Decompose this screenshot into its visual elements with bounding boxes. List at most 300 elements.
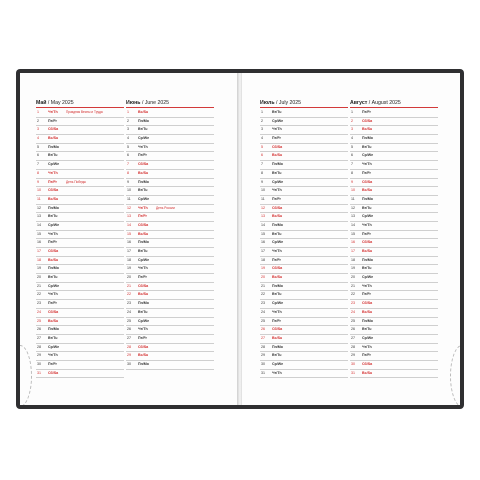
- weekday-label: Пн/Mo: [138, 361, 149, 366]
- day-row: [260, 170, 348, 179]
- weekday-label: Ср/We: [48, 344, 60, 349]
- weekday-label: Чт/Th: [272, 309, 282, 314]
- day-row: [350, 109, 438, 118]
- day-row: [260, 309, 348, 318]
- day-number: 11: [37, 196, 41, 201]
- weekday-label: Пн/Mo: [48, 327, 59, 332]
- day-row: [260, 361, 348, 370]
- day-number: 20: [127, 275, 131, 280]
- day-row: [350, 231, 438, 240]
- day-row: [350, 274, 438, 283]
- day-number: 28: [351, 344, 355, 349]
- weekday-label: Вс/Su: [48, 136, 59, 141]
- month-subtitle: / June 2025: [141, 100, 170, 106]
- day-row: [36, 231, 124, 240]
- weekday-label: Сб/Sa: [138, 222, 149, 227]
- weekday-label: Ср/We: [272, 301, 284, 306]
- page-corner-curl: [450, 345, 460, 405]
- day-row: [260, 335, 348, 344]
- day-row: [350, 126, 438, 135]
- day-row: [260, 265, 348, 274]
- day-number: 29: [127, 353, 131, 358]
- weekday-label: Чт/Th: [48, 110, 58, 114]
- day-row: [126, 222, 214, 231]
- day-number: 12: [37, 205, 41, 210]
- day-number: 9: [261, 179, 263, 184]
- day-row: [126, 152, 214, 161]
- day-number: 6: [37, 153, 39, 158]
- weekday-label: Сб/Sa: [362, 301, 373, 306]
- day-number: 25: [37, 318, 41, 323]
- weekday-label: Ср/We: [362, 214, 374, 219]
- weekday-label: Вт/Tu: [138, 309, 148, 314]
- weekday-label: Чт/Th: [138, 144, 148, 149]
- weekday-label: Ср/We: [362, 275, 374, 280]
- day-number: 13: [127, 214, 131, 219]
- day-row: [260, 370, 348, 379]
- holiday-label: День Победы: [66, 179, 86, 184]
- weekday-label: Вт/Tu: [362, 327, 372, 332]
- weekday-label: Пн/Mo: [272, 222, 283, 227]
- day-row: [126, 187, 214, 196]
- left-page: [20, 73, 238, 405]
- weekday-label: Пн/Mo: [362, 196, 373, 201]
- weekday-label: Пт/Fr: [362, 110, 371, 114]
- weekday-label: Чт/Th: [138, 327, 148, 332]
- day-number: 7: [37, 162, 39, 167]
- day-row: [350, 248, 438, 257]
- day-row: [350, 187, 438, 196]
- day-row: [260, 222, 348, 231]
- weekday-label: Ср/We: [362, 335, 374, 340]
- day-number: 23: [351, 301, 355, 306]
- month-name: Май: [36, 100, 47, 106]
- weekday-label: Ср/We: [272, 179, 284, 184]
- day-row: [36, 187, 124, 196]
- day-number: 15: [261, 231, 265, 236]
- day-number: 2: [351, 118, 353, 123]
- day-row: [350, 205, 438, 214]
- weekday-label: Чт/Th: [48, 231, 58, 236]
- day-row: [260, 118, 348, 127]
- weekday-label: Вс/Su: [272, 153, 283, 158]
- day-number: 8: [37, 170, 39, 175]
- day-row: [36, 318, 124, 327]
- weekday-label: Чт/Th: [362, 344, 372, 349]
- weekday-label: Вт/Tu: [272, 231, 282, 236]
- weekday-label: Сб/Sa: [48, 127, 59, 132]
- day-number: 22: [351, 292, 355, 297]
- weekday-label: Вс/Su: [138, 170, 149, 175]
- day-number: 13: [261, 214, 265, 219]
- day-row: [36, 213, 124, 222]
- weekday-label: Пт/Fr: [48, 361, 57, 366]
- day-row: [260, 187, 348, 196]
- day-row: [350, 118, 438, 127]
- day-number: 21: [37, 283, 41, 288]
- weekday-label: Ср/We: [138, 136, 150, 141]
- weekday-label: Пт/Fr: [138, 214, 147, 219]
- day-row: [36, 239, 124, 248]
- weekday-label: Сб/Sa: [138, 344, 149, 349]
- day-number: 7: [261, 162, 263, 167]
- weekday-label: Сб/Sa: [272, 327, 283, 332]
- day-row: [126, 291, 214, 300]
- weekday-label: Ср/We: [48, 162, 60, 167]
- day-row: [36, 170, 124, 179]
- day-number: 27: [37, 335, 41, 340]
- day-number: 1: [261, 110, 263, 114]
- day-number: 6: [261, 153, 263, 158]
- weekday-label: Ср/We: [138, 318, 150, 323]
- weekday-label: Пн/Mo: [138, 179, 149, 184]
- weekday-label: Вс/Su: [48, 257, 59, 262]
- weekday-label: Пн/Mo: [48, 205, 59, 210]
- weekday-label: Чт/Th: [138, 266, 148, 271]
- day-number: 31: [351, 370, 355, 375]
- weekday-label: Сб/Sa: [48, 188, 59, 193]
- weekday-label: Пт/Fr: [138, 275, 147, 280]
- day-number: 20: [37, 275, 41, 280]
- month-title: [350, 99, 438, 107]
- day-number: 3: [127, 127, 129, 132]
- day-row: [36, 361, 124, 370]
- day-number: 5: [127, 144, 129, 149]
- day-number: 1: [127, 110, 129, 114]
- day-number: 28: [127, 344, 131, 349]
- weekday-label: Вс/Su: [48, 318, 59, 323]
- day-number: 22: [261, 292, 265, 297]
- day-number: 10: [261, 188, 265, 193]
- day-number: 28: [261, 344, 265, 349]
- day-number: 21: [127, 283, 131, 288]
- day-number: 13: [351, 214, 355, 219]
- weekday-label: Сб/Sa: [48, 370, 59, 375]
- weekday-label: Пн/Mo: [138, 118, 149, 123]
- weekday-label: Сб/Sa: [138, 162, 149, 167]
- day-number: 24: [37, 309, 41, 314]
- weekday-label: Пн/Mo: [272, 283, 283, 288]
- day-number: 17: [261, 249, 265, 253]
- weekday-label: Сб/Sa: [138, 283, 149, 288]
- day-number: 16: [351, 240, 355, 245]
- day-row: [350, 283, 438, 292]
- weekday-label: Сб/Sa: [272, 266, 283, 271]
- weekday-label: Сб/Sa: [48, 309, 59, 314]
- day-row: [36, 161, 124, 170]
- day-number: 17: [127, 249, 131, 253]
- day-number: 1: [351, 110, 353, 114]
- day-row: [126, 231, 214, 240]
- day-row: [350, 144, 438, 153]
- day-row: [36, 344, 124, 353]
- weekday-label: Вт/Tu: [362, 266, 372, 271]
- day-row: [126, 161, 214, 170]
- day-row: [260, 257, 348, 266]
- day-number: 18: [37, 257, 41, 262]
- day-number: 5: [37, 144, 39, 149]
- day-number: 14: [37, 222, 41, 227]
- day-row: [36, 370, 124, 379]
- weekday-label: Вс/Su: [272, 335, 283, 340]
- day-row: [260, 179, 348, 188]
- weekday-label: Пн/Mo: [362, 318, 373, 323]
- day-row: [126, 300, 214, 309]
- day-row: [126, 239, 214, 248]
- month-title: [260, 99, 348, 107]
- day-number: 5: [261, 144, 263, 149]
- day-number: 25: [261, 318, 265, 323]
- weekday-label: Вс/Su: [362, 127, 373, 132]
- day-row: [126, 335, 214, 344]
- day-row: [126, 361, 214, 370]
- weekday-label: Чт/Th: [138, 205, 148, 210]
- day-row: [126, 352, 214, 361]
- day-number: 22: [127, 292, 131, 297]
- day-number: 7: [351, 162, 353, 167]
- day-row: [260, 205, 348, 214]
- day-row: [36, 118, 124, 127]
- day-number: 11: [351, 196, 355, 201]
- day-row: [36, 283, 124, 292]
- day-number: 31: [37, 370, 41, 375]
- weekday-label: Ср/We: [362, 153, 374, 158]
- day-row: [350, 239, 438, 248]
- day-number: 21: [351, 283, 355, 288]
- day-row: [36, 257, 124, 266]
- weekday-label: Чт/Th: [272, 127, 282, 132]
- weekday-label: Вс/Su: [138, 110, 149, 114]
- weekday-label: Сб/Sa: [362, 240, 373, 245]
- month-name: Июль: [260, 100, 275, 106]
- weekday-label: Пн/Mo: [272, 162, 283, 167]
- day-row: [36, 126, 124, 135]
- day-number: 9: [351, 179, 353, 184]
- day-number: 26: [261, 327, 265, 332]
- weekday-label: Вс/Su: [362, 370, 373, 375]
- weekday-label: Пт/Fr: [48, 240, 57, 245]
- day-number: 14: [351, 222, 355, 227]
- day-number: 9: [37, 179, 39, 184]
- day-number: 17: [37, 249, 41, 253]
- day-number: 23: [37, 301, 41, 306]
- weekday-label: Вт/Tu: [272, 353, 282, 358]
- day-row: [350, 152, 438, 161]
- day-number: 12: [351, 205, 355, 210]
- day-row: [260, 283, 348, 292]
- day-number: 6: [351, 153, 353, 158]
- weekday-label: Ср/We: [272, 118, 284, 123]
- weekday-label: Вт/Tu: [362, 205, 372, 210]
- day-row: [126, 170, 214, 179]
- day-number: 12: [127, 205, 131, 210]
- weekday-label: Ср/We: [138, 257, 150, 262]
- day-row: [350, 370, 438, 379]
- weekday-label: Вс/Su: [138, 353, 149, 358]
- weekday-label: Вт/Tu: [138, 188, 148, 193]
- day-number: 17: [351, 249, 355, 253]
- day-row: [126, 257, 214, 266]
- day-number: 4: [37, 136, 39, 141]
- day-row: [36, 352, 124, 361]
- weekday-label: Пт/Fr: [362, 170, 371, 175]
- day-row: [260, 248, 348, 257]
- day-number: 9: [127, 179, 129, 184]
- weekday-label: Вт/Tu: [48, 153, 58, 158]
- day-number: 23: [261, 301, 265, 306]
- page-corner-curl: [20, 345, 32, 405]
- day-row: [350, 352, 438, 361]
- day-row: [126, 344, 214, 353]
- weekday-label: Чт/Th: [48, 170, 58, 175]
- weekday-label: Пн/Mo: [362, 257, 373, 262]
- weekday-label: Пн/Mo: [138, 240, 149, 245]
- day-number: 25: [351, 318, 355, 323]
- weekday-label: Ср/We: [272, 361, 284, 366]
- day-number: 27: [351, 335, 355, 340]
- day-row: [36, 248, 124, 257]
- day-row: [126, 205, 214, 214]
- day-number: 19: [351, 266, 355, 271]
- weekday-label: Сб/Sa: [362, 118, 373, 123]
- day-number: 24: [127, 309, 131, 314]
- day-number: 18: [127, 257, 131, 262]
- day-row: [350, 335, 438, 344]
- day-row: [126, 309, 214, 318]
- weekday-label: Чт/Th: [272, 188, 282, 193]
- right-page: [242, 73, 460, 405]
- day-number: 30: [127, 361, 131, 366]
- holiday-label: Праздник Весны и Труда: [66, 110, 103, 114]
- day-number: 23: [127, 301, 131, 306]
- weekday-label: Вт/Tu: [48, 275, 58, 280]
- day-number: 26: [37, 327, 41, 332]
- day-row: [36, 152, 124, 161]
- day-row: [350, 326, 438, 335]
- day-number: 11: [261, 196, 265, 201]
- day-number: 25: [127, 318, 131, 323]
- day-row: [350, 300, 438, 309]
- day-row: [350, 135, 438, 144]
- day-number: 18: [261, 257, 265, 262]
- day-number: 16: [37, 240, 41, 245]
- weekday-label: Сб/Sa: [362, 361, 373, 366]
- month-subtitle: / July 2025: [275, 100, 302, 106]
- day-number: 13: [37, 214, 41, 219]
- day-number: 20: [351, 275, 355, 280]
- day-row: [260, 352, 348, 361]
- day-row: [126, 135, 214, 144]
- weekday-label: Вс/Su: [362, 249, 373, 253]
- day-number: 12: [261, 205, 265, 210]
- month-name: Июнь: [126, 100, 141, 106]
- day-row: [260, 109, 348, 118]
- day-number: 16: [261, 240, 265, 245]
- day-row: [36, 309, 124, 318]
- day-number: 2: [261, 118, 263, 123]
- day-row: [260, 161, 348, 170]
- holiday-label: День России: [156, 205, 175, 210]
- day-row: [260, 135, 348, 144]
- day-row: [350, 222, 438, 231]
- day-row: [36, 326, 124, 335]
- weekday-label: Пт/Fr: [272, 257, 281, 262]
- day-row: [36, 300, 124, 309]
- day-row: [126, 265, 214, 274]
- day-row: [260, 152, 348, 161]
- day-row: [350, 318, 438, 327]
- day-row: [260, 344, 348, 353]
- day-row: [126, 318, 214, 327]
- day-number: 10: [127, 188, 131, 193]
- day-number: 8: [261, 170, 263, 175]
- day-row: [126, 179, 214, 188]
- day-row: [36, 291, 124, 300]
- day-row: [350, 309, 438, 318]
- day-row: [260, 196, 348, 205]
- day-number: 26: [127, 327, 131, 332]
- day-number: 24: [261, 309, 265, 314]
- weekday-label: Пт/Fr: [362, 231, 371, 236]
- weekday-label: Пт/Fr: [48, 118, 57, 123]
- day-number: 4: [261, 136, 263, 141]
- day-row: [36, 144, 124, 153]
- day-row: [350, 179, 438, 188]
- day-number: 4: [351, 136, 353, 141]
- day-row: [126, 326, 214, 335]
- day-number: 1: [37, 110, 39, 114]
- day-number: 8: [351, 170, 353, 175]
- weekday-label: Пт/Fr: [362, 292, 371, 297]
- day-number: 2: [37, 118, 39, 123]
- day-number: 5: [351, 144, 353, 149]
- month-may: [36, 99, 124, 378]
- weekday-label: Пт/Fr: [138, 335, 147, 340]
- day-row: [36, 196, 124, 205]
- weekday-label: Вт/Tu: [272, 292, 282, 297]
- month-august: [350, 99, 438, 378]
- day-row: [36, 335, 124, 344]
- weekday-label: Пт/Fr: [48, 179, 57, 184]
- day-number: 20: [261, 275, 265, 280]
- day-number: 10: [351, 188, 355, 193]
- day-row: [36, 265, 124, 274]
- weekday-label: Ср/We: [138, 196, 150, 201]
- day-number: 30: [37, 361, 41, 366]
- day-row: [260, 239, 348, 248]
- day-row: [126, 274, 214, 283]
- day-row: [126, 126, 214, 135]
- month-june: [126, 99, 214, 370]
- day-number: 22: [37, 292, 41, 297]
- weekday-label: Вс/Su: [48, 196, 59, 201]
- day-number: 19: [261, 266, 265, 271]
- day-row: [36, 205, 124, 214]
- weekday-label: Вт/Tu: [362, 144, 372, 149]
- month-july: [260, 99, 348, 378]
- weekday-label: Пн/Mo: [272, 344, 283, 349]
- day-number: 3: [351, 127, 353, 132]
- weekday-label: Чт/Th: [48, 353, 58, 358]
- weekday-label: Пт/Fr: [48, 301, 57, 306]
- day-number: 24: [351, 309, 355, 314]
- weekday-label: Вт/Tu: [48, 214, 58, 219]
- day-row: [350, 196, 438, 205]
- weekday-label: Пн/Mo: [48, 266, 59, 271]
- day-number: 19: [37, 266, 41, 271]
- weekday-label: Чт/Th: [362, 283, 372, 288]
- weekday-label: Вс/Su: [138, 231, 149, 236]
